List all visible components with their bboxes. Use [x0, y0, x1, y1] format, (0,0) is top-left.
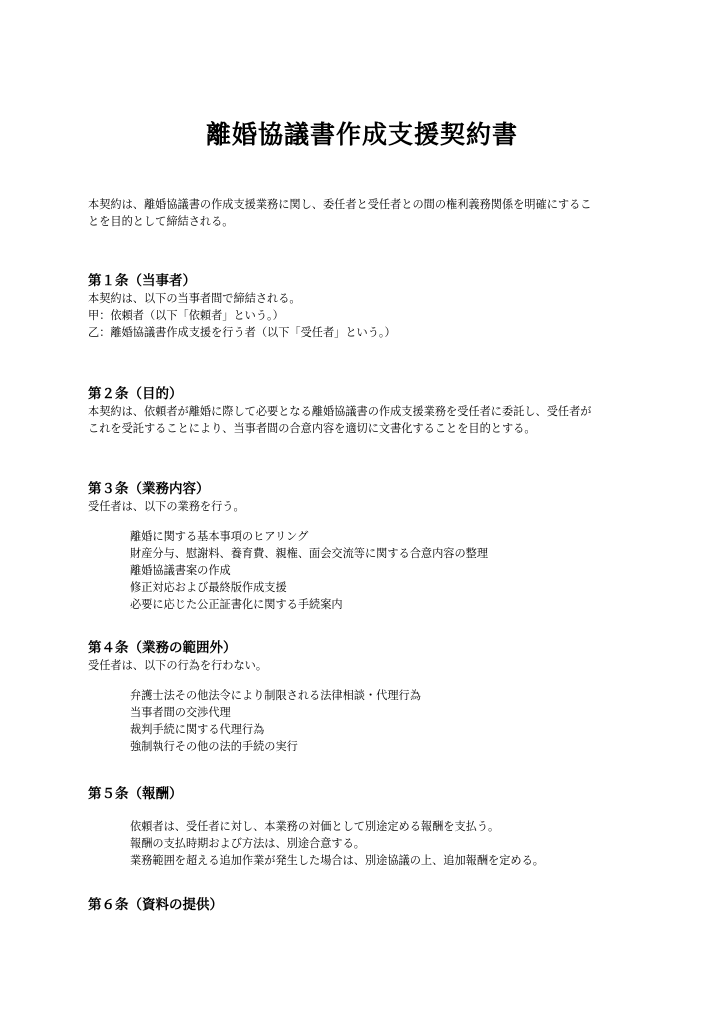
article-1: [88, 272, 648, 341]
article-3: [88, 480, 648, 515]
article-heading: 第６条（資料の提供）: [88, 897, 223, 913]
list-item: 必要に応じた公正証書化に関する手続案内: [130, 598, 343, 611]
article-line: 甲：依頼者（以下「依頼者」という。）: [88, 309, 284, 322]
article-4-items: [88, 687, 690, 755]
article-line: 本契約は、依頼者が離婚に際して必要となる離婚協議書の作成支援業務を受任者に委託し、受任者が: [88, 405, 592, 418]
article-heading: 第３条（業務内容）: [88, 481, 210, 497]
list-item: 業務範囲を超える追加作業が発生した場合は、別途協議の上、追加報酬を定める。: [130, 854, 544, 867]
article-4: [88, 639, 648, 674]
article-2: [88, 385, 648, 437]
article-line: 受任者は、以下の行為を行わない。: [88, 659, 268, 672]
list-item: 財産分与、慰謝料、養育費、親権、面会交流等に関する合意内容の整理: [130, 547, 489, 560]
list-item: 強制執行その他の法的手続の実行: [130, 740, 298, 753]
intro-line: 本契約は、離婚協議書の作成支援業務に関し、委任者と受任者との間の権利義務関係を明確にするこ: [88, 198, 592, 211]
article-line: 本契約は、以下の当事者間で締結される。: [88, 292, 301, 305]
article-5-items: [88, 818, 690, 869]
document-title: 離婚協議書作成支援契約書: [205, 120, 518, 149]
article-heading: 第４条（業務の範囲外）: [88, 640, 237, 656]
intro-line: とを目的として締結される。: [88, 215, 234, 228]
article-line: 受任者は、以下の業務を行う。: [88, 500, 245, 513]
list-item: 離婚に関する基本事項のヒアリング: [130, 530, 309, 543]
list-item: 弁護士法その他法令により制限される法律相談・代理行為: [130, 689, 421, 702]
list-item: 裁判手続に関する代理行為: [130, 723, 265, 736]
article-heading: 第５条（報酬）: [88, 786, 183, 802]
article-heading: 第２条（目的）: [88, 386, 183, 402]
list-item: 報酬の支払時期および方法は、別途合意する。: [130, 837, 365, 850]
list-item: 離婚協議書案の作成: [130, 564, 231, 577]
article-heading: 第１条（当事者）: [88, 273, 196, 289]
article-3-items: [88, 528, 690, 613]
article-line: 乙：離婚協議書作成支援を行う者（以下「受任者」という。）: [88, 326, 396, 339]
list-item: 依頼者は、受任者に対し、本業務の対価として別途定める報酬を支払う。: [130, 820, 500, 833]
article-5: [88, 785, 648, 803]
intro-paragraph: [88, 196, 648, 230]
list-item: 修正対応および最終版作成支援: [130, 581, 287, 594]
article-line: これを受託することにより、当事者間の合意内容を適切に文書化することを目的とする。: [88, 422, 536, 435]
article-6: [88, 896, 648, 914]
list-item: 当事者間の交渉代理: [130, 706, 231, 719]
